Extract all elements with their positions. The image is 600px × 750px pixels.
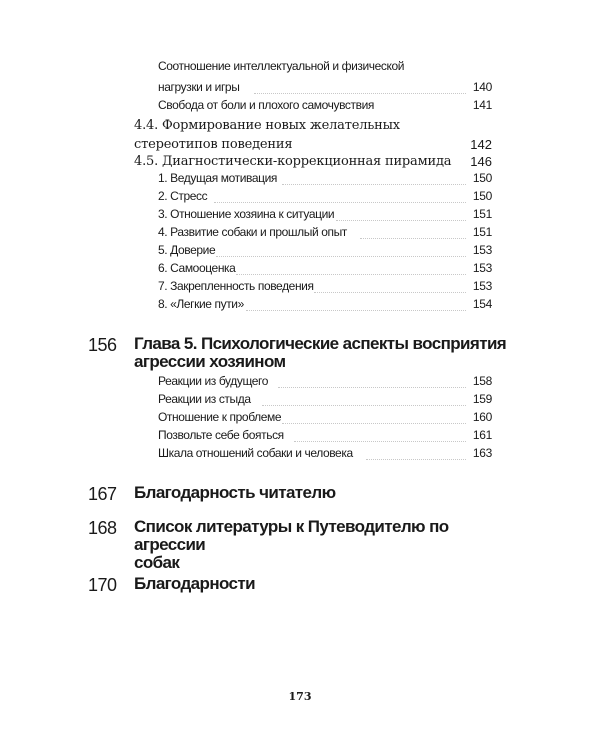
toc-entry-page: 140 — [472, 80, 492, 94]
toc-entry-title: Реакции из стыда — [158, 392, 251, 406]
toc-chapter-page: 170 — [88, 575, 117, 595]
toc-entry — [158, 392, 492, 410]
toc-chapter-title — [134, 518, 514, 572]
toc-section-title-line1: 4.4. Формирование новых желательных — [134, 118, 400, 133]
dot-leader — [278, 387, 466, 388]
dot-leader — [282, 423, 466, 424]
toc-entry-page: 153 — [472, 243, 492, 257]
toc-entry — [158, 80, 492, 98]
toc-chapter-title-line2: собак — [134, 553, 180, 572]
toc-entry-title: 4. Развитие собаки и прошлый опыт — [158, 225, 347, 239]
toc-entry — [158, 279, 492, 297]
toc-entry-page-row — [158, 98, 492, 116]
toc-entry-page: 163 — [472, 446, 492, 460]
toc-entry-page: 150 — [472, 189, 492, 203]
toc-entry — [158, 297, 492, 315]
toc-chapter-page: 167 — [88, 484, 117, 504]
toc-entry-title: Соотношение интеллектуальной и физической — [158, 59, 405, 73]
toc-section-page: 142 — [470, 137, 492, 152]
toc-entry-page: 153 — [472, 279, 492, 293]
page-number: 173 — [288, 690, 312, 703]
toc-entry-page: 153 — [472, 261, 492, 275]
dot-leader — [294, 441, 466, 442]
toc-section-title-line2: стереотипов поведения — [134, 137, 293, 152]
toc-entry-title: 2. Стресс — [158, 189, 208, 203]
toc-chapter-title-line2: агрессии хозяином — [134, 352, 286, 371]
toc-entry — [158, 374, 492, 392]
toc-entry — [158, 428, 492, 446]
toc-entry-page: 160 — [472, 410, 492, 424]
toc-entry-title: 5. Доверие — [158, 243, 216, 257]
toc-entry-page: 158 — [472, 374, 492, 388]
toc-entry-page: 151 — [472, 207, 492, 221]
toc-entry-title: Реакции из будущего — [158, 374, 269, 388]
toc-entry — [158, 207, 492, 225]
toc-chapter-page: 156 — [88, 335, 117, 355]
dot-leader — [216, 256, 466, 257]
toc-entry — [158, 171, 492, 189]
toc-entry — [158, 225, 492, 243]
dot-leader — [282, 184, 466, 185]
dot-leader — [254, 93, 466, 94]
toc-section-4-5 — [134, 152, 492, 171]
dot-leader — [236, 274, 466, 275]
toc-entry-title: 7. Закрепленность поведения — [158, 279, 314, 293]
toc-entry-page: 141 — [472, 98, 492, 112]
toc-entry — [158, 189, 492, 207]
toc-entry — [158, 446, 492, 464]
toc-entry-title: нагрузки и игры — [158, 80, 240, 94]
toc-chapter-title: Благодарность читателю — [134, 483, 336, 502]
toc-entry — [158, 243, 492, 261]
dot-leader — [360, 238, 466, 239]
toc-entry-title: 6. Самооценка — [158, 261, 236, 275]
toc-entry — [158, 261, 492, 279]
dot-leader — [336, 220, 466, 221]
toc-section-page: 146 — [470, 154, 492, 169]
toc-entry-title: Отношение к проблеме — [158, 410, 282, 424]
toc-chapter-title: Благодарности — [134, 574, 255, 593]
toc-section-title: 4.5. Диагностически-коррекционная пирамида — [134, 154, 452, 169]
toc-entry-title: 8. «Легкие пути» — [158, 297, 244, 311]
toc-entry-page: 150 — [472, 171, 492, 185]
dot-leader — [314, 292, 466, 293]
toc-entry-page: 159 — [472, 392, 492, 406]
toc-entry-page: 161 — [472, 428, 492, 442]
dot-leader — [246, 310, 466, 311]
toc-chapter-title-line1: Список литературы к Путеводителю по агрессии — [134, 517, 449, 554]
toc-entry — [158, 59, 492, 77]
toc-entry-page: 154 — [472, 297, 492, 311]
toc-entry-title: Позвольте себе бояться — [158, 428, 284, 442]
dot-leader — [262, 405, 466, 406]
toc-chapter-page: 168 — [88, 518, 117, 538]
toc-entry-title: 3. Отношение хозяина к ситуации — [158, 207, 335, 221]
toc-entry-title: 1. Ведущая мотивация — [158, 171, 277, 185]
toc-chapter-title — [134, 335, 514, 371]
toc-entry — [158, 410, 492, 428]
dot-leader — [366, 459, 466, 460]
dot-leader — [214, 202, 466, 203]
toc-entry-title: Свобода от боли и плохого самочувствия — [158, 98, 375, 112]
toc-section-4-4 — [134, 116, 492, 154]
toc-chapter-title-line1: Глава 5. Психологические аспекты восприятия — [134, 334, 507, 353]
toc-entry-title: Шкала отношений собаки и человека — [158, 446, 353, 460]
toc-entry-page: 151 — [472, 225, 492, 239]
